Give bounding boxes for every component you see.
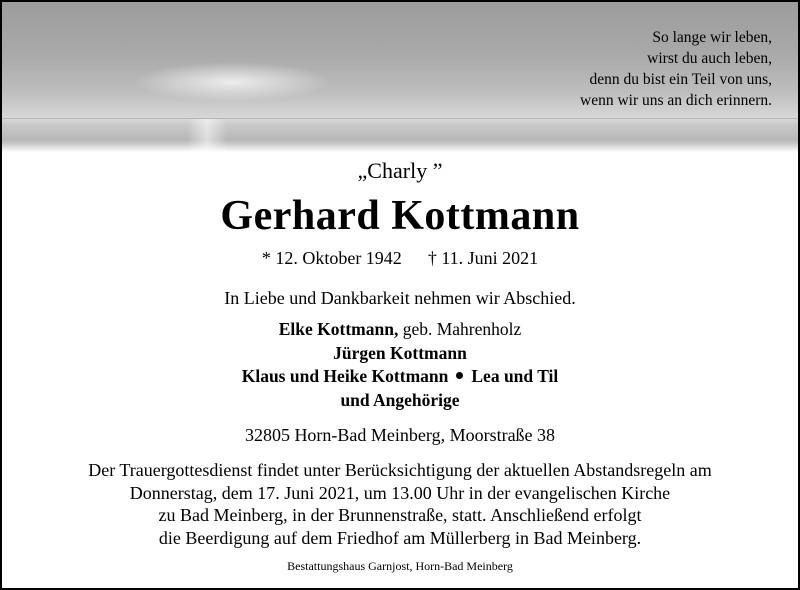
memorial-quote [580, 27, 772, 111]
undertaker: Bestattungshaus Garnjost, Horn-Bad Meinberg [287, 559, 513, 573]
deceased-name: Gerhard Kottmann [220, 193, 580, 239]
family-list [2, 318, 798, 412]
horizon-line [2, 118, 798, 119]
death-date: † 11. Juni 2021 [427, 248, 539, 268]
birth-date: * 12. Oktober 1942 [261, 248, 402, 268]
quote-line: wirst du auch leben, [647, 50, 772, 67]
notice-line: Der Trauergottesdienst findet unter Berücksichtigung der aktuellen Abstandsregeln am [88, 460, 712, 480]
notice-line: die Beerdigung auf dem Friedhof am Müllerberg in Bad Meinberg. [158, 527, 642, 548]
quote-line: So lange wir leben, [652, 29, 772, 46]
notice-line: zu Bad Meinberg, in der Brunnenstraße, statt. Anschließend erfolgt [158, 505, 642, 525]
family-member: und Angehörige [340, 389, 460, 410]
address: 32805 Horn-Bad Meinberg, Moorstraße 38 [244, 425, 556, 445]
family-member: Lea und Til [471, 366, 559, 386]
notice-line: Donnerstag, dem 17. Juni 2021, um 13.00 Uhr in der evangelischen Kirche [129, 482, 671, 503]
quote-line: wenn wir uns an dich erinnern. [580, 92, 772, 109]
image-fade [2, 140, 798, 152]
funeral-notice [2, 459, 798, 549]
life-dates [2, 248, 798, 269]
quote-line: denn du bist ein Teil von uns, [589, 71, 772, 88]
maiden-name: geb. Mahrenholz [398, 319, 522, 339]
nickname: „Charly ” [357, 158, 443, 183]
family-line [2, 365, 798, 389]
family-line [2, 318, 798, 342]
sun-glow [132, 62, 332, 102]
family-member: Jürgen Kottmann [333, 342, 467, 363]
family-member: Elke Kottmann, [278, 319, 399, 339]
farewell-text: In Liebe und Dankbarkeit nehmen wir Abschied. [224, 288, 576, 308]
bullet-icon [456, 372, 463, 379]
family-member: Klaus und Heike Kottmann [241, 366, 449, 386]
